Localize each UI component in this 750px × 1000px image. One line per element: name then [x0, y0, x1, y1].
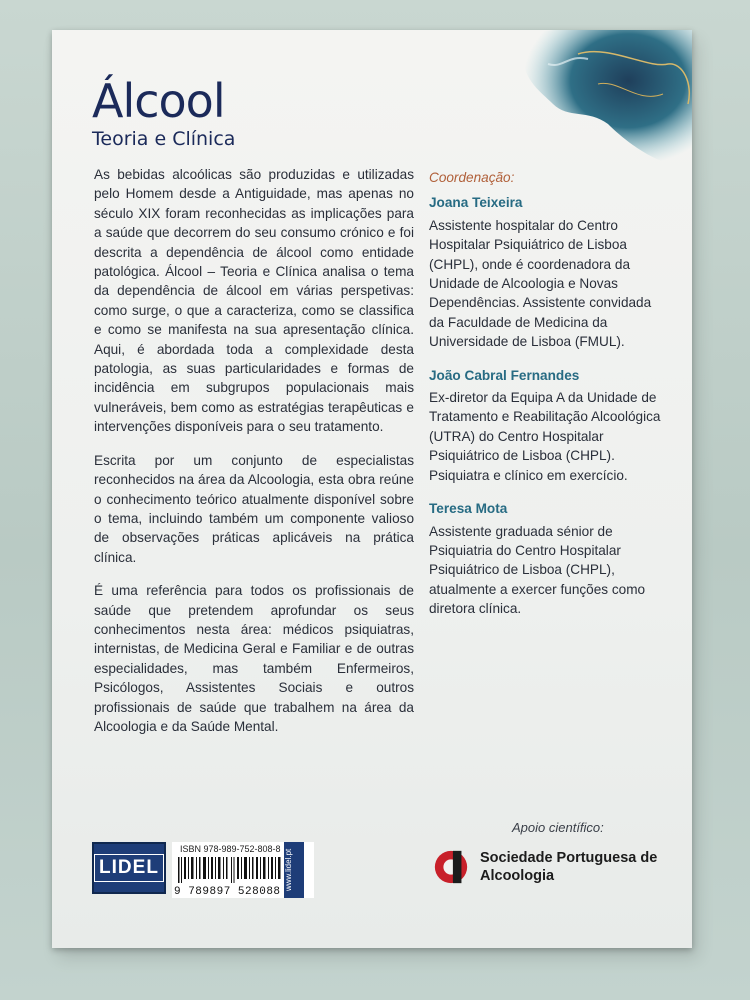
barcode-block: [92, 842, 314, 898]
coordinator-name: Teresa Mota: [429, 501, 508, 517]
book-title: Álcool: [92, 74, 225, 128]
support-label: Apoio científico:: [512, 820, 604, 835]
coordinator-bio: Assistente hospitalar do Centro Hospitalar Psiquiátrico de Lisboa (CHPL), onde é coordenadora da Unidade de Alcoologia e Novas Dependências. Assistente convidada da Faculdade de Medicina da Universidade de Lisboa (FMUL).: [429, 217, 652, 350]
publisher-website: www.lidel.pt: [284, 842, 304, 898]
description-paragraph-2: Escrita por um conjunto de especialistas reconhecidos na área da Alcoologia, esta obra reúne o conhecimento teórico atualmente disponível sobre o tema, incluindo também um componente valioso de observações práticas aplicáveis na prática clínica.: [94, 452, 414, 565]
coordination-column: [429, 168, 669, 633]
coordination-label: Coordenação:: [429, 170, 515, 185]
book-subtitle: Teoria e Clínica: [92, 128, 236, 150]
coordinator-name: Joana Teixeira: [429, 195, 523, 211]
society-logo-icon: [432, 848, 470, 886]
coordinator-3: [429, 499, 669, 618]
coordinator-bio: Ex-diretor da Equipa A da Unidade de Tratamento e Reabilitação Alcoológica (UTRA) do Centro Hospitalar Psiquiátrico de Lisboa (CHPL). Psiquiatra e clínico em exercício.: [429, 390, 661, 483]
coordinator-2: [429, 366, 669, 485]
book-back-cover: [52, 30, 692, 948]
ean-number: 9 789897 528088: [174, 886, 281, 898]
society-logo-block: [432, 848, 680, 886]
coordinator-bio: Assistente graduada sénior de Psiquiatria do Centro Hospitalar Psiquiátrico de Lisboa (CHPL), atualmente a exercer funções como diretora clínica.: [429, 523, 646, 617]
description-column: [94, 165, 414, 750]
description-paragraph-1: As bebidas alcoólicas são produzidas e utilizadas pelo Homem desde a Antiguidade, mas apenas no século XIX foram reconhecidas as implicações para a saúde que decorrem do seu consumo crónico e foi descrita a dependência de álcool como entidade patológica. Álcool – Teoria e Clínica analisa o tema da dependência de álcool em várias perspetivas: como surge, o que a caracteriza, como se classifica e como se manifesta na sua apresentação clínica. Aqui, é abordada toda a complexidade desta patologia, as suas particularidades e formas de incidência em subgrupos populacionais mais vulneráveis, bem como as estratégias terapêuticas e intervenções disponíveis para o seu tratamento.: [94, 167, 414, 435]
lidel-logo: [92, 842, 166, 894]
barcode-bars: [178, 857, 290, 883]
isbn-text: ISBN 978-989-752-808-8: [180, 844, 281, 854]
description-paragraph-3: É uma referência para todos os profissionais de saúde que pretendem aprofundar os seus conhecimentos nesta área: médicos psiquiatras, internistas, de Medicina Geral e Familiar e de outras especialidades, mas também Enfermeiros, Psicólogos, Assistentes Sociais e outros profissionais de saúde que trabalhem na área da Alcoologia e da Saúde Mental.: [94, 583, 414, 734]
ink-watercolor-decoration: [508, 30, 692, 174]
publisher-name: LIDEL: [94, 854, 164, 882]
society-name: Sociedade Portuguesa de Alcoologia: [480, 850, 658, 884]
coordinator-1: [429, 193, 669, 351]
coordinator-name: João Cabral Fernandes: [429, 367, 580, 383]
